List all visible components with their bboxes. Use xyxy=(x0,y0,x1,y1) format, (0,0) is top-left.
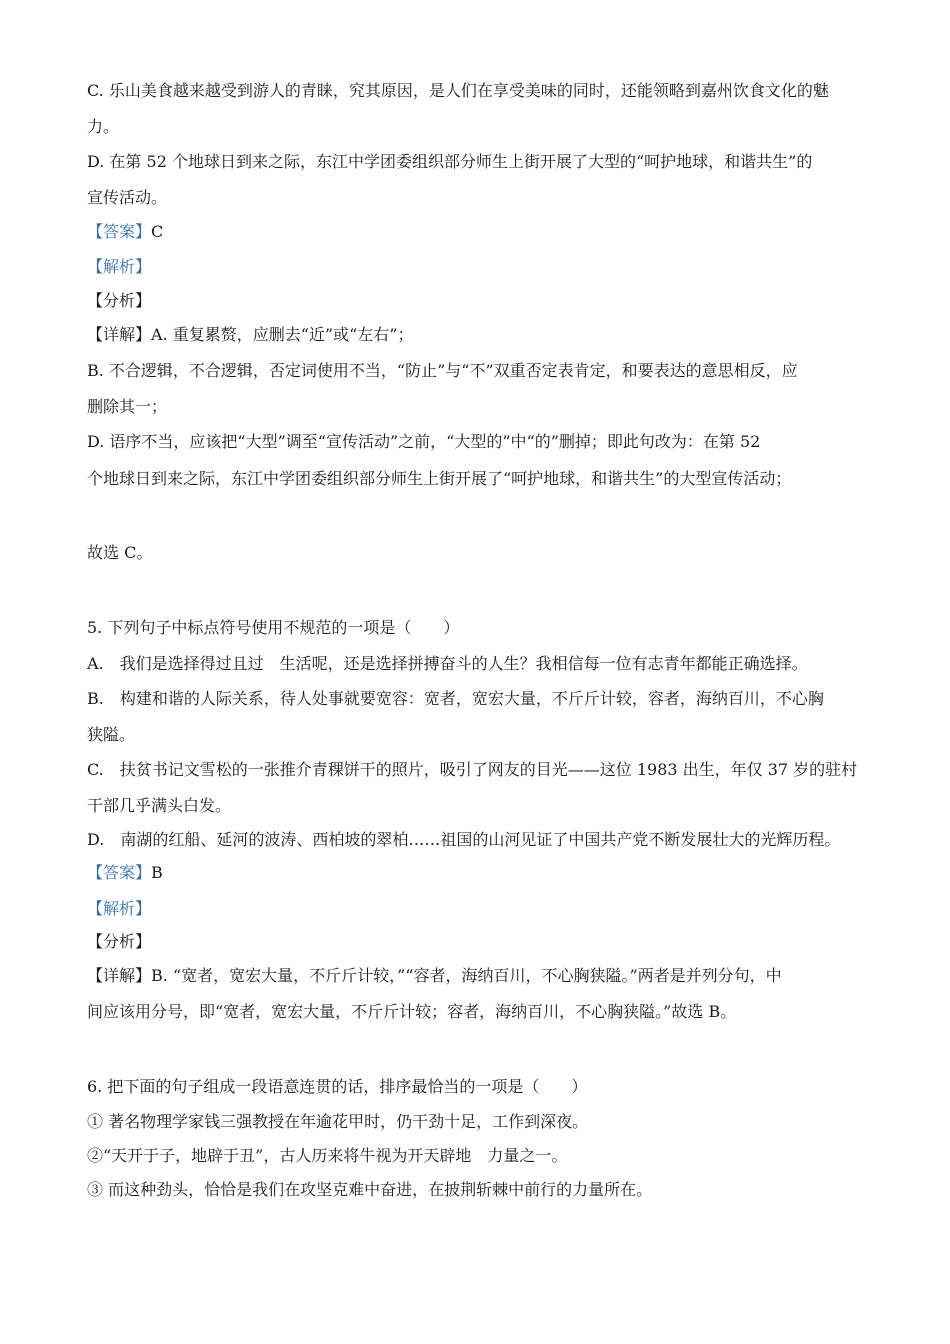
q4-detail-a xyxy=(87,324,877,346)
q4-option-c-line2: 力。 xyxy=(87,117,120,136)
q4-answer xyxy=(87,221,877,243)
q5-option-b-line2: 狭隘。 xyxy=(87,725,136,744)
q5-option-c-line1: C. 扶贫书记文雪松的一张推介青稞饼干的照片，吸引了网友的目光——这位 1983 出生，年仅 37 岁的驻村 xyxy=(87,760,858,779)
q4-detail-d-line1: D. 语序不当，应该把“大型”调至“宣传活动”之前，“大型的”中“的”删掉；即此句改为：在第 52 xyxy=(87,432,761,451)
q5-stem: 5. 下列句子中标点符号使用不规范的一项是（ ） xyxy=(87,618,460,637)
detail-text: B. “宽者，宽宏大量，不斤斤计较，”“容者，海纳百川，不心胸狭隘。”两者是并列分句，中 xyxy=(151,966,782,985)
q5-detail-line1 xyxy=(87,965,877,987)
q5-answer xyxy=(87,862,877,884)
answer-value: B xyxy=(151,863,163,882)
detail-text: A. 重复累赘，应删去“近”或“左右”； xyxy=(151,325,414,344)
q4-detail-b-line1: B. 不合逻辑，不合逻辑，否定词使用不当，“防止”与“不”双重否定表肯定，和要表达的意思相反，应 xyxy=(87,361,798,380)
q5-jiexi-tag: 【解析】 xyxy=(87,899,152,918)
detail-tag: 【详解】 xyxy=(87,966,152,985)
q4-jiexi-tag: 【解析】 xyxy=(87,257,152,276)
q5-fenxi-tag: 【分析】 xyxy=(87,932,152,951)
q5-option-a: A. 我们是选择得过且过 生活呢，还是选择拼搏奋斗的人生？我相信每一位有志青年都能正确选择。 xyxy=(87,654,808,673)
q4-option-d-line1: D. 在第 52 个地球日到来之际，东江中学团委组织部分师生上街开展了大型的“呵护地球，和谐共生”的 xyxy=(87,152,813,171)
q4-detail-d-line2: 个地球日到来之际，东江中学团委组织部分师生上街开展了“呵护地球，和谐共生”的大型宣传活动； xyxy=(87,469,792,488)
q5-option-d: D. 南湖的红船、延河的波涛、西柏坡的翠柏……祖国的山河见证了中国共产党不断发展壮大的光辉历程。 xyxy=(87,830,841,849)
answer-tag: 【答案】 xyxy=(87,222,152,241)
q4-conclusion: 故选 C。 xyxy=(87,543,153,562)
q6-stem: 6. 把下面的句子组成一段语意连贯的话，排序最恰当的一项是（ ） xyxy=(87,1077,588,1096)
answer-value: C xyxy=(151,222,164,241)
q6-sentence-1: ① 著名物理学家钱三强教授在年逾花甲时，仍干劲十足，工作到深夜。 xyxy=(87,1112,589,1131)
q5-option-c-line2: 干部几乎满头白发。 xyxy=(87,796,232,815)
q5-option-b-line1: B. 构建和谐的人际关系，待人处事就要宽容：宽者，宽宏大量，不斤斤计较，容者，海纳百川，不心胸 xyxy=(87,689,824,708)
q6-sentence-2: ②“天开于子，地辟于丑”，古人历来将牛视为开天辟地 力量之一。 xyxy=(87,1146,568,1165)
q4-detail-b-line2: 删除其一； xyxy=(87,397,168,416)
q6-sentence-3: ③ 而这种劲头，恰恰是我们在攻坚克难中奋进，在披荆斩棘中前行的力量所在。 xyxy=(87,1180,653,1199)
q4-fenxi-tag: 【分析】 xyxy=(87,291,152,310)
detail-tag: 【详解】 xyxy=(87,325,152,344)
q4-option-c-line1: C. 乐山美食越来越受到游人的青睐，究其原因，是人们在享受美味的同时，还能领略到嘉州饮食文化的魅 xyxy=(87,81,829,100)
answer-tag: 【答案】 xyxy=(87,863,152,882)
q4-option-d-line2: 宣传活动。 xyxy=(87,188,168,207)
q5-detail-line2: 间应该用分号，即“宽者，宽宏大量，不斤斤计较；容者，海纳百川，不心胸狭隘。”故选 B。 xyxy=(87,1002,737,1021)
